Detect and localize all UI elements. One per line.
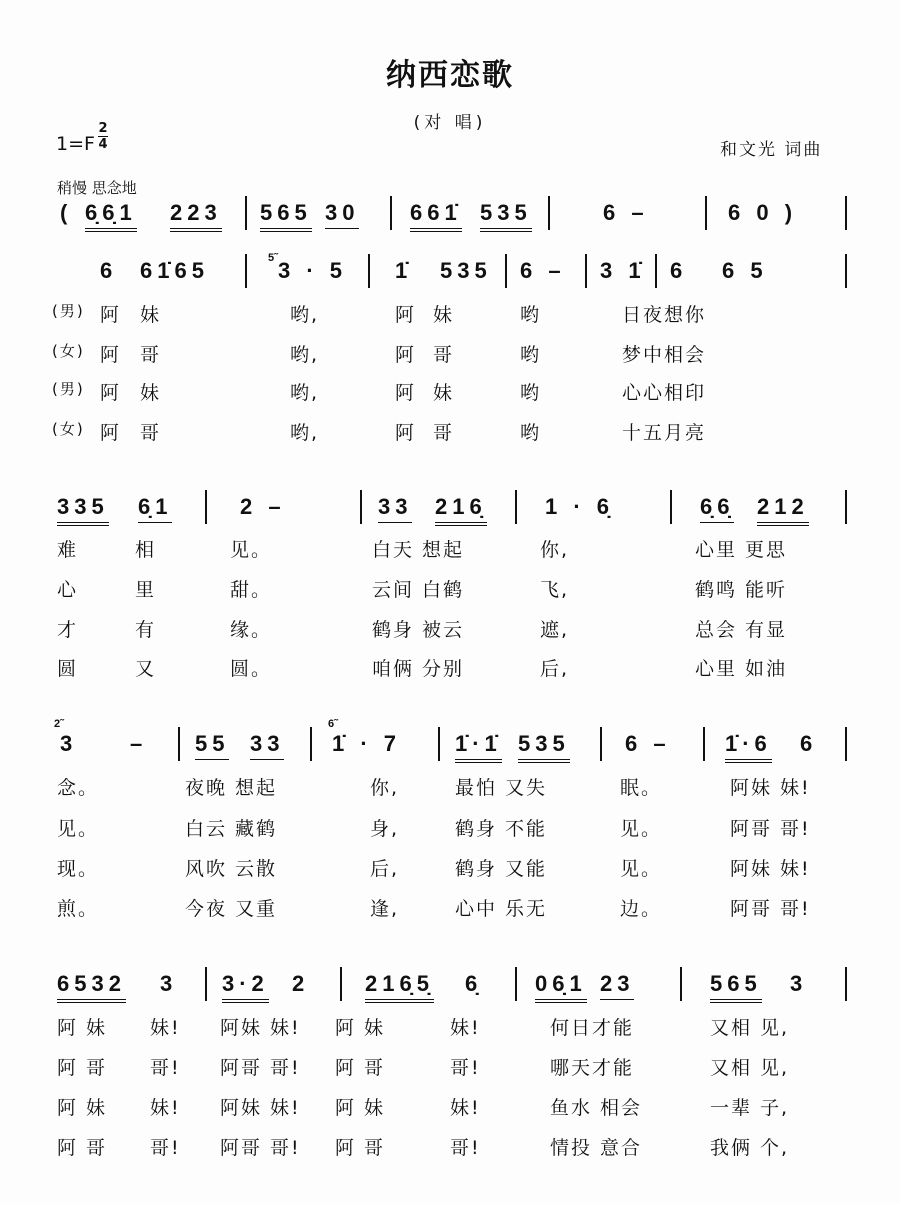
barline	[390, 196, 392, 230]
note-group: 3 1̇	[600, 258, 646, 283]
lyric-syllable: 一辈 子,	[710, 1097, 790, 1119]
lyric-syllable: (女)	[52, 420, 85, 438]
lyric-syllable: 又相 见,	[710, 1057, 790, 1079]
note-group: 55	[195, 731, 229, 760]
lyric-syllable: 哥!	[150, 1137, 181, 1159]
barline	[340, 967, 342, 1001]
barline	[585, 254, 587, 288]
note-group: 6̣	[465, 971, 483, 996]
lyric-syllable: 煎。	[57, 898, 100, 920]
barline	[845, 196, 847, 230]
note-group: 30	[325, 200, 359, 229]
lyric-syllable: 阿哥 哥!	[730, 898, 811, 920]
lyric-syllable: 风吹 云散	[185, 858, 278, 880]
lyric-syllable: 哥	[140, 344, 162, 366]
lyric-syllable: 哟,	[290, 382, 320, 404]
lyric-syllable: 鹤身 又能	[455, 858, 548, 880]
note-group: 565	[260, 200, 312, 232]
lyric-syllable: 妹!	[150, 1097, 181, 1119]
lyric-syllable: 白云 藏鹤	[185, 818, 278, 840]
lyric-syllable: 身,	[370, 818, 400, 840]
note-group: 216̣5̣	[365, 971, 434, 1003]
lyric-syllable: 阿 妹	[335, 1017, 386, 1039]
note-group: 06̣1	[535, 971, 587, 1003]
note-group: 212	[757, 494, 809, 526]
time-signature	[98, 122, 108, 151]
lyric-syllable: 哟	[520, 344, 542, 366]
barline	[600, 727, 602, 761]
lyric-syllable: 阿哥 哥!	[220, 1057, 301, 1079]
lyric-syllable: 心心相印	[622, 382, 707, 404]
lyric-syllable: 阿 哥	[335, 1137, 386, 1159]
lyric-syllable: 阿	[100, 422, 122, 444]
note-group: 535	[440, 258, 492, 283]
lyric-syllable: (女)	[52, 342, 85, 360]
lyric-syllable: 哟	[520, 304, 542, 326]
lyric-syllable: 有	[135, 619, 157, 641]
note-group: 6 –	[603, 200, 649, 225]
note-group: 6̣6̣1	[85, 200, 137, 232]
lyric-syllable: 阿 哥	[57, 1137, 108, 1159]
grace-note: 6˜	[328, 718, 338, 730]
lyric-syllable: 阿	[100, 382, 122, 404]
lyric-syllable: 十五月亮	[622, 422, 707, 444]
lyric-syllable: 阿 妹	[57, 1097, 108, 1119]
lyric-syllable: 哥	[433, 422, 455, 444]
lyric-syllable: 眠。	[620, 777, 663, 799]
lyric-syllable: 见。	[230, 539, 273, 561]
lyric-syllable: 哟,	[290, 304, 320, 326]
note-group: 335	[57, 494, 109, 526]
note-group: 3	[60, 731, 78, 756]
barline	[310, 727, 312, 761]
lyric-syllable: 圆	[57, 658, 79, 680]
note-group: 6̣1	[138, 494, 172, 523]
note-group: 1̇·1̇	[455, 731, 502, 763]
lyric-syllable: 才	[57, 619, 79, 641]
lyric-syllable: 哥!	[150, 1057, 181, 1079]
tempo-marking: 稍慢 思念地	[57, 179, 137, 197]
note-group: 2	[292, 971, 310, 996]
lyric-syllable: 白天 想起	[372, 539, 465, 561]
lyric-syllable: 云间 白鹤	[372, 579, 465, 601]
lyric-syllable: 阿哥 哥!	[220, 1137, 301, 1159]
lyric-syllable: 圆。	[230, 658, 273, 680]
note-group: 6	[100, 258, 118, 283]
lyric-syllable: 阿	[100, 304, 122, 326]
note-group: 3·2	[222, 971, 269, 1003]
barline	[548, 196, 550, 230]
key-signature: 1=F	[56, 133, 95, 155]
lyric-syllable: (男)	[52, 302, 85, 320]
lyric-syllable: 妹	[140, 304, 162, 326]
lyric-syllable: 心	[57, 579, 79, 601]
lyric-syllable: 妹!	[450, 1017, 481, 1039]
lyric-syllable: 阿 哥	[335, 1057, 386, 1079]
lyric-syllable: 鹤身 被云	[372, 619, 465, 641]
lyric-syllable: 哥!	[450, 1137, 481, 1159]
note-group: 33	[250, 731, 284, 760]
barline	[245, 254, 247, 288]
lyric-syllable: 逢,	[370, 898, 400, 920]
lyric-syllable: 鹤身 不能	[455, 818, 548, 840]
lyric-syllable: 何日才能	[550, 1017, 635, 1039]
barline	[505, 254, 507, 288]
note-group: 23	[600, 971, 634, 1000]
lyric-syllable: 你,	[370, 777, 400, 799]
lyric-syllable: 鹤鸣 能听	[695, 579, 788, 601]
lyric-syllable: 相	[135, 539, 157, 561]
lyric-syllable: 哟,	[290, 344, 320, 366]
lyric-syllable: 遮,	[540, 619, 570, 641]
note-group: 6	[670, 258, 688, 283]
barline	[845, 490, 847, 524]
barline	[703, 727, 705, 761]
lyric-syllable: 妹!	[150, 1017, 181, 1039]
lyric-syllable: 缘。	[230, 619, 273, 641]
lyric-syllable: 念。	[57, 777, 100, 799]
lyric-syllable: 阿妹 妹!	[730, 777, 811, 799]
note-group: 6 –	[625, 731, 671, 756]
lyric-syllable: 哟,	[290, 422, 320, 444]
barline	[360, 490, 362, 524]
lyric-syllable: 妹	[140, 382, 162, 404]
note-group: 1̇	[395, 258, 413, 283]
lyric-syllable: 日夜想你	[622, 304, 707, 326]
lyric-syllable: 哟	[520, 382, 542, 404]
note-group: 3	[160, 971, 178, 996]
lyric-syllable: 阿	[395, 422, 417, 444]
note-group: 6 0 )	[728, 200, 798, 225]
grace-note: 5˜	[268, 252, 278, 264]
author-credit: 和文光 词曲	[720, 140, 823, 160]
lyric-syllable: 又	[135, 658, 157, 680]
lyric-syllable: 心里 更思	[695, 539, 788, 561]
note-group: 223	[170, 200, 222, 232]
note-group: 3 · 5	[278, 258, 348, 283]
note-group: 6 5	[722, 258, 768, 283]
lyric-syllable: 阿 妹	[57, 1017, 108, 1039]
note-group: 33	[378, 494, 412, 523]
lyric-syllable: 哟	[520, 422, 542, 444]
barline	[368, 254, 370, 288]
barline	[178, 727, 180, 761]
barline	[845, 254, 847, 288]
note-group: 661̇	[410, 200, 462, 232]
lyric-syllable: 最怕 又失	[455, 777, 548, 799]
note-group: (	[60, 200, 73, 225]
lyric-syllable: 阿妹 妹!	[220, 1017, 301, 1039]
lyric-syllable: 妹!	[450, 1097, 481, 1119]
barline	[845, 967, 847, 1001]
lyric-syllable: 阿 妹	[335, 1097, 386, 1119]
lyric-syllable: 后,	[540, 658, 570, 680]
lyric-syllable: 妹	[433, 304, 455, 326]
lyric-syllable: 边。	[620, 898, 663, 920]
lyric-syllable: (男)	[52, 380, 85, 398]
lyric-syllable: 阿妹 妹!	[730, 858, 811, 880]
lyric-syllable: 今夜 又重	[185, 898, 278, 920]
lyric-syllable: 阿妹 妹!	[220, 1097, 301, 1119]
song-title: 纳西恋歌	[386, 58, 514, 93]
barline	[245, 196, 247, 230]
lyric-syllable: 阿 哥	[57, 1057, 108, 1079]
lyric-syllable: 咱俩 分别	[372, 658, 465, 680]
lyric-syllable: 夜晚 想起	[185, 777, 278, 799]
barline	[515, 490, 517, 524]
lyric-syllable: 哥	[140, 422, 162, 444]
lyric-syllable: 阿	[395, 304, 417, 326]
note-group: 1 · 6̣	[545, 494, 615, 519]
lyric-syllable: 难	[57, 539, 79, 561]
lyric-syllable: 见。	[57, 818, 100, 840]
lyric-syllable: 阿	[395, 344, 417, 366]
lyric-syllable: 哥	[433, 344, 455, 366]
lyric-syllable: 见。	[620, 818, 663, 840]
lyric-syllable: 后,	[370, 858, 400, 880]
note-group: 216̣	[435, 494, 487, 526]
lyric-syllable: 总会 有显	[695, 619, 788, 641]
barline	[705, 196, 707, 230]
barline	[515, 967, 517, 1001]
note-group: 6	[800, 731, 818, 756]
note-group: 6532	[57, 971, 126, 1003]
lyric-syllable: 心里 如油	[695, 658, 788, 680]
note-group: 6̣6̣	[700, 494, 734, 523]
lyric-syllable: 哥!	[450, 1057, 481, 1079]
barline	[438, 727, 440, 761]
lyric-syllable: 阿	[100, 344, 122, 366]
note-group: 535	[480, 200, 532, 232]
lyric-syllable: 飞,	[540, 579, 570, 601]
lyric-syllable: 心中 乐无	[455, 898, 548, 920]
lyric-syllable: 又相 见,	[710, 1017, 790, 1039]
note-group: 1̇·6	[725, 731, 772, 763]
note-group: 3	[790, 971, 808, 996]
barline	[680, 967, 682, 1001]
lyric-syllable: 梦中相会	[622, 344, 707, 366]
barline	[205, 490, 207, 524]
meter-top: 2	[98, 121, 108, 136]
barline	[205, 967, 207, 1001]
barline	[845, 727, 847, 761]
note-group: –	[130, 731, 148, 756]
barline	[670, 490, 672, 524]
barline	[655, 254, 657, 288]
lyric-syllable: 现。	[57, 858, 100, 880]
lyric-syllable: 情投 意合	[550, 1137, 643, 1159]
note-group: 565	[710, 971, 762, 1003]
lyric-syllable: 阿哥 哥!	[730, 818, 811, 840]
note-group: 61̇65	[140, 258, 209, 283]
note-group: 535	[518, 731, 570, 763]
lyric-syllable: 妹	[433, 382, 455, 404]
lyric-syllable: 甜。	[230, 579, 273, 601]
lyric-syllable: 阿	[395, 382, 417, 404]
grace-note: 2˜	[54, 718, 64, 730]
subtitle: (对 唱)	[413, 113, 487, 133]
meter-bottom: 4	[98, 137, 108, 152]
note-group: 1̇ · 7	[332, 731, 402, 756]
lyric-syllable: 我俩 个,	[710, 1137, 790, 1159]
lyric-syllable: 里	[135, 579, 157, 601]
lyric-syllable: 你,	[540, 539, 570, 561]
note-group: 6 –	[520, 258, 566, 283]
lyric-syllable: 哪天才能	[550, 1057, 635, 1079]
note-group: 2 –	[240, 494, 286, 519]
lyric-syllable: 见。	[620, 858, 663, 880]
lyric-syllable: 鱼水 相会	[550, 1097, 643, 1119]
